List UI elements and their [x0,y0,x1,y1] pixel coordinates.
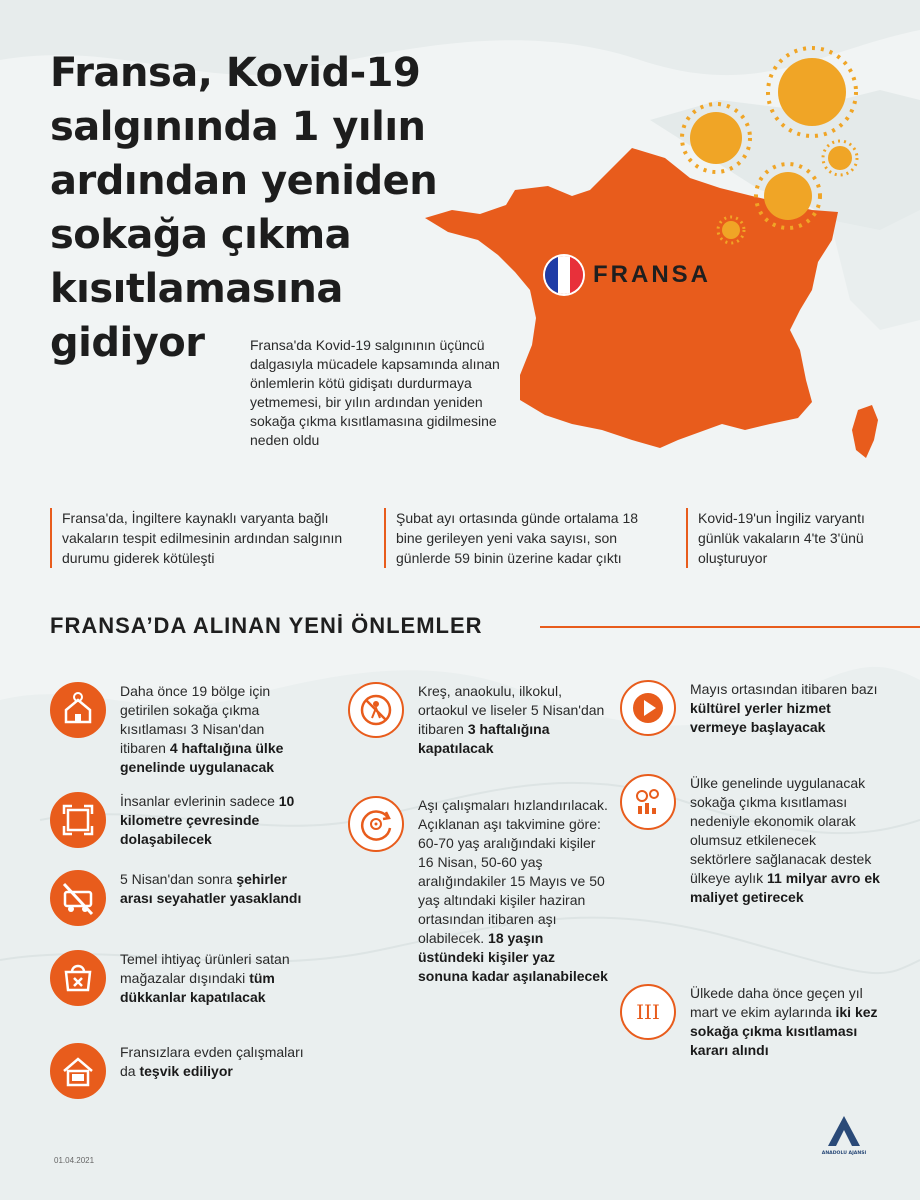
stat-cases: Şubat ayı ortasında günde ortalama 18 bine gerileyen yeni vaka sayısı, son günlerde 59 binin üzerine kadar çıktı [384,508,666,568]
stat-variant: Fransa'da, İngiltere kaynaklı varyanta bağlı vakaların tespit edilmesinin ardından salgının durumu giderek kötüleşti [50,508,362,568]
anadolu-agency-logo [816,1112,872,1168]
stat-share: Kovid-19'un İngiliz varyantı günlük vakaların 4'te 3'ünü oluşturuyor [686,508,894,568]
svg-text:ANADOLU AJANSI: ANADOLU AJANSI [821,1151,867,1156]
country-label: FRANSA [593,261,711,288]
intro-text: Fransa'da Kovid-19 salgınının üçüncü dalgasıyla mücadele kapsamında alınan önlemlerin kötü gidişatı durdurmaya yetmemesi, bir yılın ardından yeniden sokağa çıkma kısıtlamasına gidilmesine neden oldu [250,337,500,448]
measure-text: Mayıs ortasından itibaren bazı kültürel yerler hizmet vermeye başlayacak [690,681,878,735]
measure-text: Ülkede daha önce geçen yıl mart ve ekim aylarında iki kez sokağa çıkma kısıtlaması kararı alındı [690,985,878,1058]
vaccination-icon [348,796,404,852]
measure-text: Daha önce 19 bölge için getirilen sokağa çıkma kısıtlaması 3 Nisan'dan itibaren 4 haftalığına ülke genelinde uygulanacak [120,683,284,775]
title-line: kısıtlamasına [50,266,343,312]
section-divider [540,626,920,628]
lockdown-house-icon [50,682,106,738]
section-title: FRANSA’DA ALINAN YENİ ÖNLEMLER [50,613,483,638]
measure-text: Aşı çalışmaları hızlandırılacak. Açıklanan aşı takvimine göre: 60-70 yaş aralığındaki kişiler 16 Nisan, 50-60 yaş aralığındakiler 15 Mayıs ve 50 yaş altındaki kişiler haziran ortasından itibaren aşı olabilecek. 18 yaşın üstündeki kişiler yaz sonuna kadar aşılanabilecek [418,797,608,984]
title-line: sokağa çıkma [50,212,352,258]
measure-text: Fransızlara evden çalışmaları da teşvik ediliyor [120,1044,304,1079]
measure-text: Temel ihtiyaç ürünleri satan mağazalar dışındaki tüm dükkanlar kapatılacak [120,951,290,1005]
corsica-shape [852,405,878,458]
measure-text: Kreş, anaokulu, ilkokul, ortaokul ve liseler 5 Nisan'dan itibaren 3 haftalığına kapatılacak [418,683,605,756]
school-closed-icon [348,682,404,738]
work-from-home-icon [50,1043,106,1099]
economy-support-icon [620,774,676,830]
page-title [50,46,520,370]
measure-text: Ülke genelinde uygulanacak sokağa çıkma kısıtlaması nedeniyle ekonomik olarak olumsuz etkilenecek sektörlere sağlanacak destek ülkeye aylık 11 milyar avro ek maliyet getirecek [690,775,880,905]
closed-shop-icon [50,950,106,1006]
footer-date: 01.04.2021 [54,1156,95,1165]
10km-radius-icon [50,792,106,848]
svg-text:III: III [636,1000,660,1024]
title-line: gidiyor [50,320,205,366]
play-culture-icon [620,680,676,736]
title-line: Fransa, Kovid-19 [50,50,421,96]
measure-text: İnsanlar evlerinin sadece 10 kilometre çevresinde dolaşabilecek [120,793,295,847]
measure-text: 5 Nisan'dan sonra şehirler arası seyahatler yasaklandı [120,871,302,906]
no-travel-icon [50,870,106,926]
title-line: ardından yeniden [50,158,438,204]
france-flag-icon [545,256,583,294]
roman-three-icon [620,984,676,1040]
title-line: salgınında 1 yılın [50,104,426,150]
